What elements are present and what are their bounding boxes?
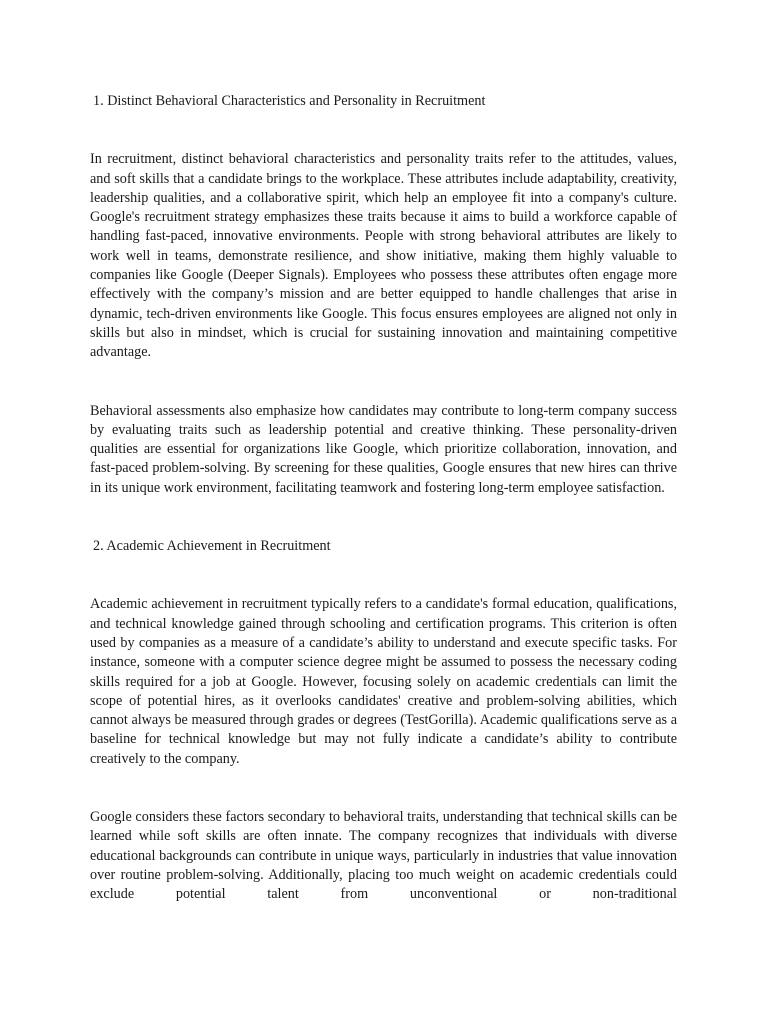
spacer (90, 556, 677, 595)
paragraph: Behavioral assessments also emphasize how candidates may contribute to long-term company success by evaluating traits such as leadership potential and creative thinking. These personality-driven qualities are essential for organizations like Google, which prioritize collaboration, innovation, and fast-paced problem-solving. By screening for these qualities, Google ensures that new hires can thrive in its unique work environment, facilitating teamwork and fostering long-term employee satisfaction. (90, 402, 677, 496)
document-page (90, 92, 677, 905)
spacer (90, 363, 677, 402)
spacer (90, 769, 677, 808)
paragraph: Google considers these factors secondary to behavioral traits, understanding that technical skills can be learned while soft skills are often innate. The company recognizes that individuals with diverse educational backgrounds can contribute in unique ways, particularly in industries that value innovation over routine problem-solving. Additionally, placing too much weight on academic credentials could exclude potential talent from unconventional or non-traditional (90, 809, 677, 903)
section-heading-2: 2. Academic Achievement in Recruitment (93, 538, 331, 555)
section-heading-1: 1. Distinct Behavioral Characteristics and Personality in Recruitment (93, 93, 486, 109)
paragraph: In recruitment, distinct behavioral characteristics and personality traits refer to the attitudes, values, and soft skills that a candidate brings to the workplace. These attributes include adaptability, creativity, leadership qualities, and a collaborative spirit, which help an employee fit into a company's culture. Google's recruitment strategy emphasizes these traits because it aims to build a workforce capable of handling fast-paced, innovative environments. People with strong behavioral attributes are likely to work well in teams, demonstrate resilience, and show initiative, making them highly valuable to companies like Google (Deeper Signals). Employees who possess these attributes often engage more effectively with the company’s mission and are better equipped to handle challenges that arise in dynamic, tech-driven environments like Google. This focus ensures employees are aligned not only in skills but also in mindset, which is crucial for sustaining innovation and maintaining competitive advantage. (90, 151, 677, 361)
spacer (90, 498, 677, 537)
spacer (90, 111, 677, 150)
paragraph: Academic achievement in recruitment typically refers to a candidate's formal education, qualifications, and technical knowledge gained through schooling and certification programs. This criterion is often used by companies as a measure of a candidate’s ability to understand and execute specific tasks. For instance, someone with a computer science degree might be assumed to possess the necessary coding skills required for a job at Google. However, focusing solely on academic credentials can limit the scope of potential hires, as it overlooks candidates' creative and problem-solving abilities, which cannot always be measured through grades or degrees (TestGorilla). Academic qualifications serve as a baseline for technical knowledge but may not fully indicate a candidate’s ability to contribute creatively to the company. (90, 596, 677, 767)
